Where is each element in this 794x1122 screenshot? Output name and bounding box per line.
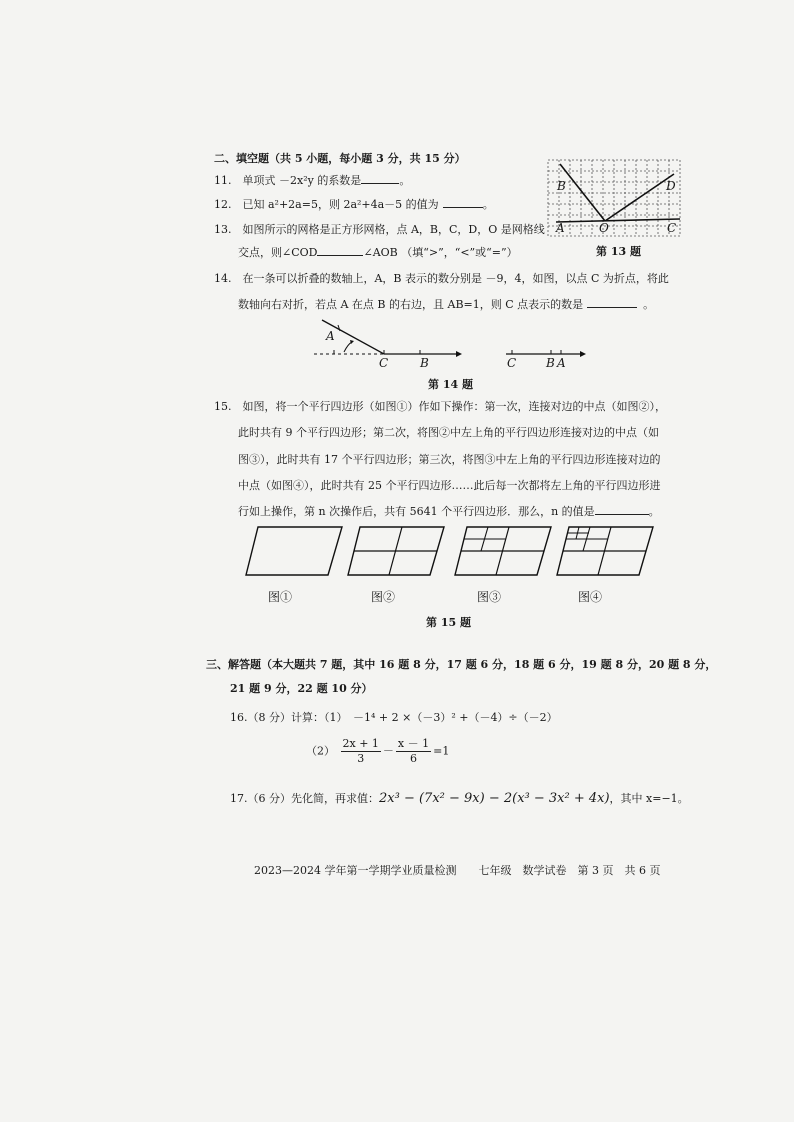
fraction-1-numerator: 2x + 1 bbox=[342, 737, 379, 750]
question-13-line-2 bbox=[238, 244, 518, 260]
question-12-text: 12. 已知 a²+2a=5，则 2a²+4a－5 的值为 bbox=[214, 198, 439, 211]
fraction-2 bbox=[396, 737, 431, 766]
question-17-text: 17.（6 分）先化简，再求值： bbox=[230, 792, 379, 805]
fraction-1 bbox=[341, 737, 381, 766]
fraction-2-numerator: x － 1 bbox=[397, 737, 430, 750]
parallelogram-figure-1 bbox=[244, 524, 344, 578]
answer-blank bbox=[361, 183, 399, 184]
equation-rhs: =1 bbox=[433, 744, 450, 758]
question-11-tail: 。 bbox=[399, 174, 411, 187]
question-12-tail: 。 bbox=[482, 198, 494, 211]
question-15-line-1: 15. 如图，将一个平行四边形（如图①）作如下操作：第一次，连接对边的中点（如图②）， bbox=[214, 400, 666, 413]
parallelogram-figure-3 bbox=[453, 524, 553, 578]
fraction-2-denominator: 6 bbox=[410, 752, 418, 765]
question-17-expression: 2x³ − (7x² − 9x) − 2(x³ − 3x² + 4x) bbox=[379, 791, 610, 806]
question-17-tail: ，其中 x=−1。 bbox=[609, 792, 689, 805]
figure-1-label: 图① bbox=[268, 590, 293, 604]
figure-4-label: 图④ bbox=[578, 590, 603, 604]
question-13-line-1: 13. 如图所示的网格是正方形网格，点 A，B，C，D，O 是网格线 bbox=[214, 223, 545, 236]
part-2-label: （2） bbox=[306, 744, 335, 758]
question-13-grid-figure bbox=[546, 158, 684, 242]
figure-2-label: 图② bbox=[371, 590, 396, 604]
question-15-line-4: 中点（如图④），此时共有 25 个平行四边形……此后每一次都将左上角的平行四边形进 bbox=[238, 479, 661, 492]
grid-label-C: C bbox=[667, 221, 677, 235]
question-14-caption: 第 14 题 bbox=[428, 378, 473, 391]
minus-sign: － bbox=[382, 744, 394, 758]
figure-3-label: 图③ bbox=[477, 590, 502, 604]
question-16-part-1: 16.（8 分）计算：（1） －1⁴ + 2 ×（－3）² +（－4）÷（－2） bbox=[230, 711, 558, 724]
question-15-line-5-text: 行如上操作，第 n 次操作后，共有 5641 个平行四边形．那么，n 的值是 bbox=[238, 505, 595, 518]
section-3-heading-line-1: 三、解答题（本大题共 7 题，其中 16 题 8 分，17 题 6 分，18 题 6 分，19 题 8 分，20 题 8 分， bbox=[206, 658, 717, 671]
answer-blank bbox=[443, 207, 483, 208]
question-11 bbox=[214, 172, 410, 188]
fraction-1-denominator: 3 bbox=[357, 752, 365, 765]
answer-blank bbox=[595, 514, 649, 515]
question-14-result-figure bbox=[504, 346, 586, 362]
result-label-A: A bbox=[557, 356, 566, 370]
question-17 bbox=[230, 790, 689, 806]
result-label-B: B bbox=[546, 356, 555, 370]
grid-label-O: O bbox=[599, 221, 609, 235]
question-14-line-2 bbox=[238, 296, 654, 312]
question-15-line-2: 此时共有 9 个平行四边形；第二次，将图②中左上角的平行四边形连接对边的中点（如 bbox=[238, 426, 659, 439]
section-2-heading: 二、填空题（共 5 小题，每小题 3 分，共 15 分） bbox=[214, 152, 466, 165]
fold-label-A: A bbox=[326, 329, 335, 343]
question-12 bbox=[214, 196, 494, 212]
answer-blank bbox=[587, 307, 637, 308]
question-16-part-2 bbox=[306, 737, 449, 766]
section-3-heading-line-2: 21 题 9 分，22 题 10 分） bbox=[230, 682, 373, 695]
question-13-caption: 第 13 题 bbox=[596, 245, 641, 258]
fold-label-B: B bbox=[420, 356, 429, 370]
answer-blank bbox=[317, 255, 363, 256]
question-15-line-5 bbox=[238, 503, 660, 519]
question-14-line-1: 14. 在一条可以折叠的数轴上，A，B 表示的数分别是 －9，4，如图，以点 C 为折点，将此 bbox=[214, 272, 669, 285]
page-footer: 2023—2024 学年第一学期学业质量检测 七年级 数学试卷 第 3 页 共 6 页 bbox=[254, 864, 661, 877]
grid-label-B: B bbox=[557, 179, 566, 193]
question-15-caption: 第 15 题 bbox=[426, 616, 471, 629]
fold-label-C: C bbox=[379, 356, 389, 370]
question-11-text: 11. 单项式 －2x²y 的系数是 bbox=[214, 174, 362, 187]
parallelogram-figure-4 bbox=[555, 524, 655, 578]
question-14-line-2-text: 数轴向右对折，若点 A 在点 B 的右边，且 AB=1，则 C 点表示的数是 bbox=[238, 298, 584, 311]
result-label-C: C bbox=[507, 356, 517, 370]
question-14-tail: 。 bbox=[643, 298, 655, 311]
grid-label-A: A bbox=[556, 221, 565, 235]
parallelogram-figure-2 bbox=[346, 524, 446, 578]
question-15-line-3: 图③），此时共有 17 个平行四边形；第三次，将图③中左上角的平行四边形连接对边的 bbox=[238, 453, 661, 466]
grid-label-D: D bbox=[666, 179, 676, 193]
question-13-line-2a: 交点，则∠COD bbox=[238, 246, 318, 259]
question-13-line-2b: ∠AOB （填“>”，“<”或“=”） bbox=[363, 246, 518, 259]
question-15-tail: 。 bbox=[648, 505, 660, 518]
